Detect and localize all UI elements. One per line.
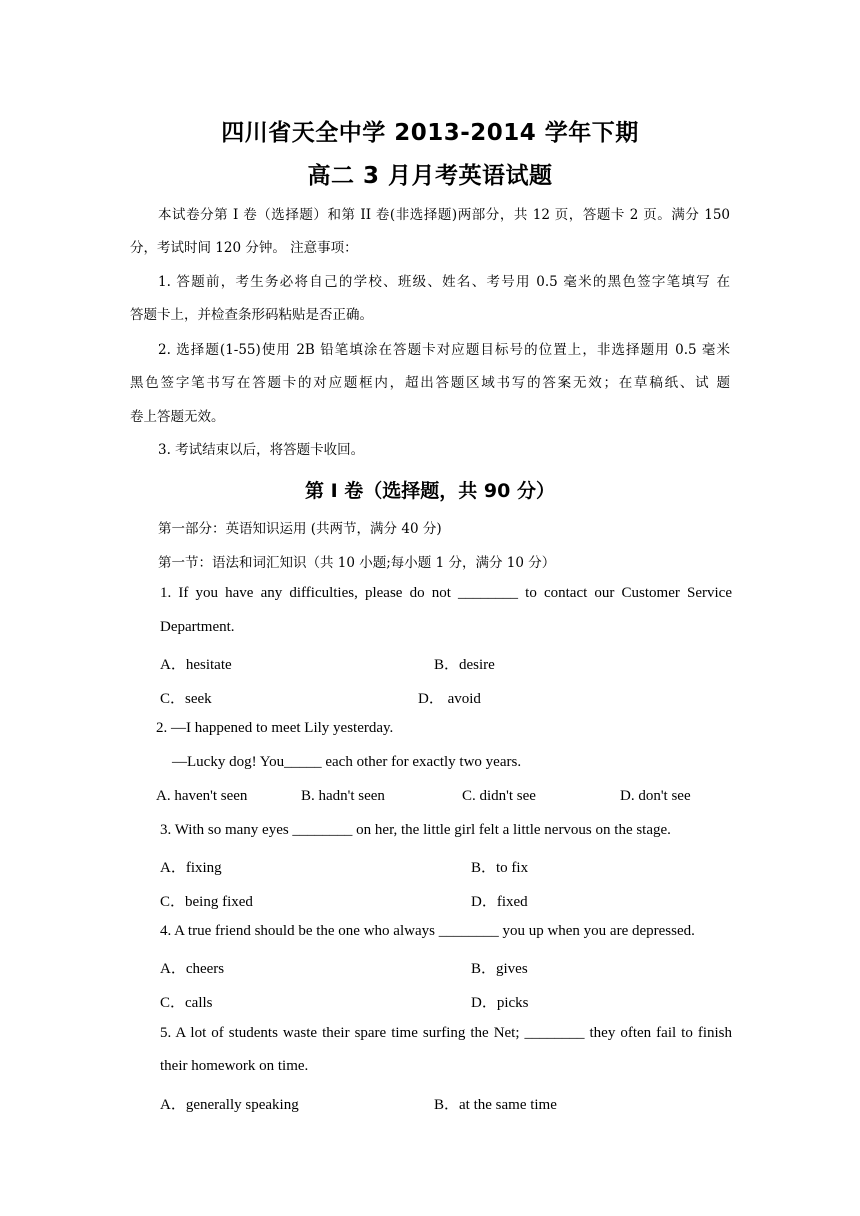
- question-3-option-c: C．being fixed: [160, 894, 253, 910]
- question-4-option-a: A．cheers: [160, 961, 225, 977]
- question-3-stem: 3. With so many eyes ________ on her, the little girl felt a little nervous on the stage.: [160, 822, 671, 838]
- question-5-stem-cont: their homework on time.: [160, 1058, 309, 1074]
- part1-section1-heading: 第一节：语法和词汇知识（共 10 小题;每小题 1 分，满分 10 分）: [158, 555, 556, 571]
- intro-line1: 本试卷分第 I 卷（选择题）和第 II 卷(非选择题)两部分，共 12 页，答题卡 2 页。满分 150: [158, 207, 730, 223]
- question-3-option-a: A．fixing: [160, 860, 222, 876]
- question-2-option-b: B. hadn't seen: [301, 788, 385, 804]
- question-1-option-b: B．desire: [434, 657, 495, 673]
- question-2-option-c: C. didn't see: [462, 788, 536, 804]
- exam-title-line1: 四川省天全中学 2013-2014 学年下期: [221, 120, 639, 146]
- note2-line2: 黑色签字笔书写在答题卡的对应题框内，超出答题区域书写的答案无效；在草稿纸、试 题: [130, 375, 730, 391]
- question-3-option-d: D．fixed: [471, 894, 528, 910]
- part1-heading: 第一部分：英语知识运用 (共两节，满分 40 分): [158, 521, 442, 537]
- question-1-option-a: A．hesitate: [160, 657, 232, 673]
- note2-line3: 卷上答题无效。: [130, 409, 225, 425]
- intro-line2: 分，考试时间 120 分钟。 注意事项：: [130, 240, 358, 256]
- note2-line1: 2. 选择题(1-55)使用 2B 铅笔填涂在答题卡对应题目标号的位置上，非选择题用 0.5 毫米: [158, 342, 730, 358]
- question-5-stem: 5. A lot of students waste their spare time surfing the Net; ________ they often fail to finish: [160, 1025, 732, 1041]
- question-5-option-a: A．generally speaking: [160, 1097, 299, 1113]
- exam-title-line2: 高二 3 月月考英语试题: [307, 163, 553, 189]
- question-2-stem-cont: —Lucky dog! You_____ each other for exactly two years.: [172, 754, 522, 770]
- question-4-stem: 4. A true friend should be the one who always ________ you up when you are depressed.: [160, 923, 695, 939]
- question-1-stem: 1. If you have any difficulties, please do not ________ to contact our Customer Service: [160, 585, 732, 601]
- question-2-stem: 2. —I happened to meet Lily yesterday.: [156, 720, 394, 736]
- question-4-option-b: B．gives: [471, 961, 528, 977]
- note1-line1: 1. 答题前，考生务必将自己的学校、班级、姓名、考号用 0.5 毫米的黑色签字笔填写 在: [158, 274, 730, 290]
- question-2-option-d: D. don't see: [620, 788, 691, 804]
- section-title: 第 I 卷（选择题，共 90 分）: [305, 480, 555, 502]
- question-1-option-d: D． avoid: [418, 691, 481, 707]
- question-2-option-a: A. haven't seen: [156, 788, 248, 804]
- question-1-option-c: C．seek: [160, 691, 212, 707]
- note3: 3. 考试结束以后，将答题卡收回。: [158, 442, 365, 458]
- question-4-option-d: D．picks: [471, 995, 529, 1011]
- question-3-option-b: B．to fix: [471, 860, 529, 876]
- question-1-stem-cont: Department.: [160, 619, 235, 635]
- note1-line2: 答题卡上，并检查条形码粘贴是否正确。: [130, 307, 373, 323]
- question-4-option-c: C．calls: [160, 995, 213, 1011]
- question-5-option-b: B．at the same time: [434, 1097, 557, 1113]
